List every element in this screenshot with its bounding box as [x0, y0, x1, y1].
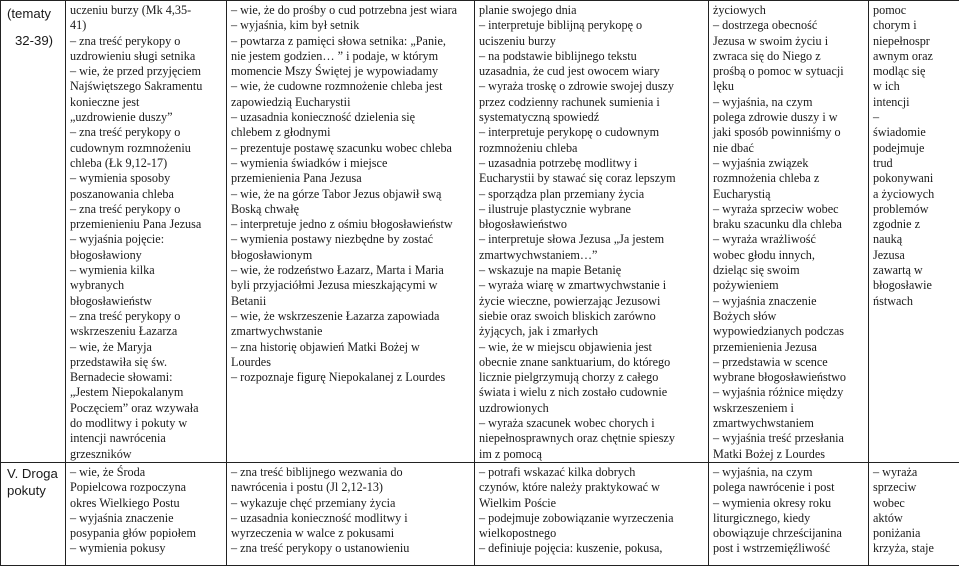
text-line: wyrzeczenia w walce z pokusami: [231, 526, 470, 541]
text-line: Najświętszego Sakramentu: [70, 79, 222, 94]
text-line: pokonywani: [873, 171, 955, 186]
text-line: polega zdrowie duszy i w: [713, 110, 864, 125]
text-line: Betanii: [231, 294, 470, 309]
text-line: Eucharystią: [713, 187, 864, 202]
text-line: przemienieniu Pana Jezusa: [70, 217, 222, 232]
text-line: ństwach: [873, 294, 955, 309]
text-line: – zna historię objawień Matki Bożej w: [231, 340, 470, 355]
text-line: świadomie: [873, 125, 955, 140]
text-line: – wyjaśnia znaczenie: [70, 511, 222, 526]
text-line: – zna treść perykopy o: [70, 125, 222, 140]
text-line: polega nawrócenie i post: [713, 480, 864, 495]
text-line: konieczne jest: [70, 95, 222, 110]
text-line: do modlitwy i pokuty w: [70, 416, 222, 431]
requirements-cell: [227, 462, 475, 565]
requirements-cell: [709, 1, 869, 463]
text-line: post i wstrzemięźliwość: [713, 541, 864, 556]
text-line: nie jestem godzien… ” i podaje, w którym: [231, 49, 470, 64]
text-line: zmartwychwstanie: [231, 324, 470, 339]
text-line: w ich: [873, 79, 955, 94]
section-label-line: (tematy: [7, 3, 61, 24]
text-line: – zna treść perykopy o: [70, 309, 222, 324]
text-line: braku szacunku dla chleba: [713, 217, 864, 232]
text-line: – przedstawia w scence: [713, 355, 864, 370]
text-line: – wyraża wrażliwość: [713, 232, 864, 247]
text-line: uzdrowieniu sługi setnika: [70, 49, 222, 64]
text-line: wskrzeszeniu Łazarza: [70, 324, 222, 339]
text-line: byli przyjaciółmi Jezusa mieszkającymi w: [231, 278, 470, 293]
text-line: – wie, że Maryja: [70, 340, 222, 355]
text-line: aktów: [873, 511, 955, 526]
text-line: – wyjaśnia pojęcie:: [70, 232, 222, 247]
text-line: Eucharystii by stawać się coraz lepszym: [479, 171, 704, 186]
text-line: przemienienia Pana Jezusa: [231, 171, 470, 186]
text-line: czynów, które należy praktykować w: [479, 480, 704, 495]
text-line: błogosławieństwo: [479, 217, 704, 232]
text-line: Bernadecie słowami:: [70, 370, 222, 385]
text-line: – wyjaśnia związek: [713, 156, 864, 171]
text-line: 41): [70, 18, 222, 33]
text-line: podejmuje: [873, 141, 955, 156]
text-line: prośbą o pomoc w sytuacji: [713, 64, 864, 79]
text-line: Bożych słów: [713, 309, 864, 324]
text-line: – wymienia pokusy: [70, 541, 222, 556]
text-line: – wie, że do prośby o cud potrzebna jest wiara: [231, 3, 470, 18]
table-row: [1, 1, 959, 463]
text-line: uczeniu burzy (Mk 4,35-: [70, 3, 222, 18]
text-line: – wyjaśnia, kim był setnik: [231, 18, 470, 33]
text-line: wskrzeszeniem i: [713, 401, 864, 416]
text-line: – uzasadnia konieczność modlitwy i: [231, 511, 470, 526]
text-line: wobec: [873, 496, 955, 511]
text-line: życie wieczne, powierzając Jezusowi: [479, 294, 704, 309]
text-line: poszanowania chleba: [70, 187, 222, 202]
text-line: – interpretuje słowa Jezusa „Ja jestem: [479, 232, 704, 247]
requirements-cell: [227, 1, 475, 463]
text-line: im z pomocą: [479, 447, 704, 462]
text-line: Jezusa: [873, 248, 955, 263]
text-line: trud: [873, 156, 955, 171]
text-line: nauką: [873, 232, 955, 247]
text-line: a życiowych: [873, 187, 955, 202]
text-line: – rozpoznaje figurę Niepokalanej z Lourdes: [231, 370, 470, 385]
text-line: momencie Mszy Świętej je wypowiadamy: [231, 64, 470, 79]
text-line: planie swojego dnia: [479, 3, 704, 18]
text-line: – wskazuje na mapie Betanię: [479, 263, 704, 278]
text-line: – uzasadnia potrzebę modlitwy i: [479, 156, 704, 171]
text-line: wielkopostnego: [479, 526, 704, 541]
text-line: świata i wielu z nich zostało cudownie: [479, 385, 704, 400]
text-line: Jezusa w swoim życiu i: [713, 34, 864, 49]
text-line: – wie, że cudowne rozmnożenie chleba jest: [231, 79, 470, 94]
text-line: – wyraża troskę o zdrowie swojej duszy: [479, 79, 704, 94]
text-line: liturgicznego, kiedy: [713, 511, 864, 526]
text-line: – wyjaśnia, na czym: [713, 95, 864, 110]
text-line: – wymienia okresy roku: [713, 496, 864, 511]
text-line: – wymienia świadków i miejsce: [231, 156, 470, 171]
text-line: Matki Bożej z Lourdes: [713, 447, 864, 462]
text-line: intencji: [873, 95, 955, 110]
text-line: – wyjaśnia znaczenie: [713, 294, 864, 309]
text-line: zmartwychwstaniem…”: [479, 248, 704, 263]
text-line: Lourdes: [231, 355, 470, 370]
text-line: uzdrowionych: [479, 401, 704, 416]
text-line: okres Wielkiego Postu: [70, 496, 222, 511]
text-line: –: [873, 110, 955, 125]
requirements-cell: [869, 1, 959, 463]
text-line: – na podstawie biblijnego tekstu: [479, 49, 704, 64]
text-line: zgodnie z: [873, 217, 955, 232]
text-line: – definiuje pojęcia: kuszenie, pokusa,: [479, 541, 704, 556]
text-line: zawartą w: [873, 263, 955, 278]
text-line: Wielkim Poście: [479, 496, 704, 511]
text-line: wobec głodu innych,: [713, 248, 864, 263]
text-line: wybranych: [70, 278, 222, 293]
text-line: przedstawiła się św.: [70, 355, 222, 370]
text-line: siebie oraz swoich bliskich zarówno: [479, 309, 704, 324]
text-line: – wymienia postawy niezbędne by zostać: [231, 232, 470, 247]
text-line: – wyraża wiarę w zmartwychwstanie i: [479, 278, 704, 293]
text-line: – wie, że rodzeństwo Łazarz, Marta i Maria: [231, 263, 470, 278]
text-line: – prezentuje postawę szacunku wobec chleba: [231, 141, 470, 156]
text-line: – wie, że na górze Tabor Jezus objawił swą: [231, 187, 470, 202]
text-line: – sporządza plan przemiany życia: [479, 187, 704, 202]
text-line: – wyraża sprzeciw wobec: [713, 202, 864, 217]
text-line: – wymienia sposoby: [70, 171, 222, 186]
text-line: „uzdrowienie duszy”: [70, 110, 222, 125]
text-line: Poczęciem” oraz wzywała: [70, 401, 222, 416]
text-line: wypowiedzianych podczas: [713, 324, 864, 339]
section-label-line: pokuty: [7, 482, 61, 499]
text-line: – zna treść perykopy o: [70, 34, 222, 49]
text-line: sprzeciw: [873, 480, 955, 495]
text-line: licznie pielgrzymują chorzy z całego: [479, 370, 704, 385]
requirements-cell: [869, 462, 959, 565]
requirements-cell: [66, 1, 227, 463]
text-line: – wyjaśnia, na czym: [713, 465, 864, 480]
text-line: – wymienia kilka: [70, 263, 222, 278]
text-line: chleba (Łk 9,12-17): [70, 156, 222, 171]
text-line: nie dbać: [713, 141, 864, 156]
text-line: żyjących, jak i zmarłych: [479, 324, 704, 339]
text-line: niepełnospr: [873, 34, 955, 49]
text-line: błogosławiony: [70, 248, 222, 263]
text-line: problemów: [873, 202, 955, 217]
text-line: – wie, że przed przyjęciem: [70, 64, 222, 79]
requirements-cell: [709, 462, 869, 565]
requirements-cell: [475, 462, 709, 565]
text-line: uzasadnia, że cud jest owocem wiary: [479, 64, 704, 79]
text-line: uciszeniu burzy: [479, 34, 704, 49]
text-line: grzeszników: [70, 447, 222, 462]
text-line: Popielcowa rozpoczyna: [70, 480, 222, 495]
text-line: rozmnożenia chleba z: [713, 171, 864, 186]
section-label-cell: [1, 1, 66, 463]
text-line: – wie, że w miejscu objawienia jest: [479, 340, 704, 355]
text-line: pomoc: [873, 3, 955, 18]
text-line: – ilustruje plastycznie wybrane: [479, 202, 704, 217]
text-line: – zna treść perykopy o: [70, 202, 222, 217]
text-line: błogosławie: [873, 278, 955, 293]
requirements-cell: [66, 462, 227, 565]
text-line: wybrane błogosławieństwo: [713, 370, 864, 385]
text-line: krzyża, staje: [873, 541, 955, 556]
text-line: – wyraża: [873, 465, 955, 480]
text-line: – wykazuje chęć przemiany życia: [231, 496, 470, 511]
text-line: pożywieniem: [713, 278, 864, 293]
text-line: – zna treść perykopy o ustanowieniu: [231, 541, 470, 556]
text-line: lęku: [713, 79, 864, 94]
text-line: posypania głów popiołem: [70, 526, 222, 541]
text-line: intencji nawrócenia: [70, 431, 222, 446]
text-line: niepełnosprawnych oraz chętnie spieszy: [479, 431, 704, 446]
text-line: – wyraża szacunek wobec chorych i: [479, 416, 704, 431]
text-line: zwraca się do Niego z: [713, 49, 864, 64]
text-line: błogosławionym: [231, 248, 470, 263]
text-line: – interpretuje perykopę o cudownym: [479, 125, 704, 140]
section-label-line: 32-39): [7, 30, 61, 51]
text-line: rozmnożeniu chleba: [479, 141, 704, 156]
text-line: – potrafi wskazać kilka dobrych: [479, 465, 704, 480]
table-row: [1, 462, 959, 565]
text-line: przez codzienny rachunek sumienia i: [479, 95, 704, 110]
text-line: obowiązuje chrześcijanina: [713, 526, 864, 541]
text-line: błogosławieństw: [70, 294, 222, 309]
text-line: Boską chwałę: [231, 202, 470, 217]
text-line: poniżania: [873, 526, 955, 541]
section-label-line: V. Droga: [7, 465, 61, 482]
text-line: cudownym rozmnożeniu: [70, 141, 222, 156]
text-line: – wie, że Środa: [70, 465, 222, 480]
text-line: – interpretuje jedno z ośmiu błogosławieństw: [231, 217, 470, 232]
text-line: – powtarza z pamięci słowa setnika: „Panie,: [231, 34, 470, 49]
text-line: modląc się: [873, 64, 955, 79]
text-line: zapowiedzią Eucharystii: [231, 95, 470, 110]
text-line: jaki sposób powinniśmy o: [713, 125, 864, 140]
requirements-cell: [475, 1, 709, 463]
text-line: – wie, że wskrzeszenie Łazarza zapowiada: [231, 309, 470, 324]
text-line: – wyjaśnia różnice między: [713, 385, 864, 400]
text-line: – zna treść biblijnego wezwania do: [231, 465, 470, 480]
text-line: przemienienia Jezusa: [713, 340, 864, 355]
text-line: obecnie znane sanktuarium, do którego: [479, 355, 704, 370]
text-line: życiowych: [713, 3, 864, 18]
text-line: – uzasadnia konieczność dzielenia się: [231, 110, 470, 125]
text-line: – dostrzega obecność: [713, 18, 864, 33]
text-line: dzieląc się swoim: [713, 263, 864, 278]
text-line: chlebem z głodnymi: [231, 125, 470, 140]
text-line: nawrócenia i postu (Jl 2,12-13): [231, 480, 470, 495]
text-line: – wyjaśnia treść przesłania: [713, 431, 864, 446]
text-line: – interpretuje biblijną perykopę o: [479, 18, 704, 33]
section-label-cell: [1, 462, 66, 565]
text-line: systematyczną spowiedź: [479, 110, 704, 125]
text-line: chorym i: [873, 18, 955, 33]
text-line: zmartwychwstaniem: [713, 416, 864, 431]
text-line: awnym oraz: [873, 49, 955, 64]
text-line: „Jestem Niepokalanym: [70, 385, 222, 400]
text-line: – podejmuje zobowiązanie wyrzeczenia: [479, 511, 704, 526]
